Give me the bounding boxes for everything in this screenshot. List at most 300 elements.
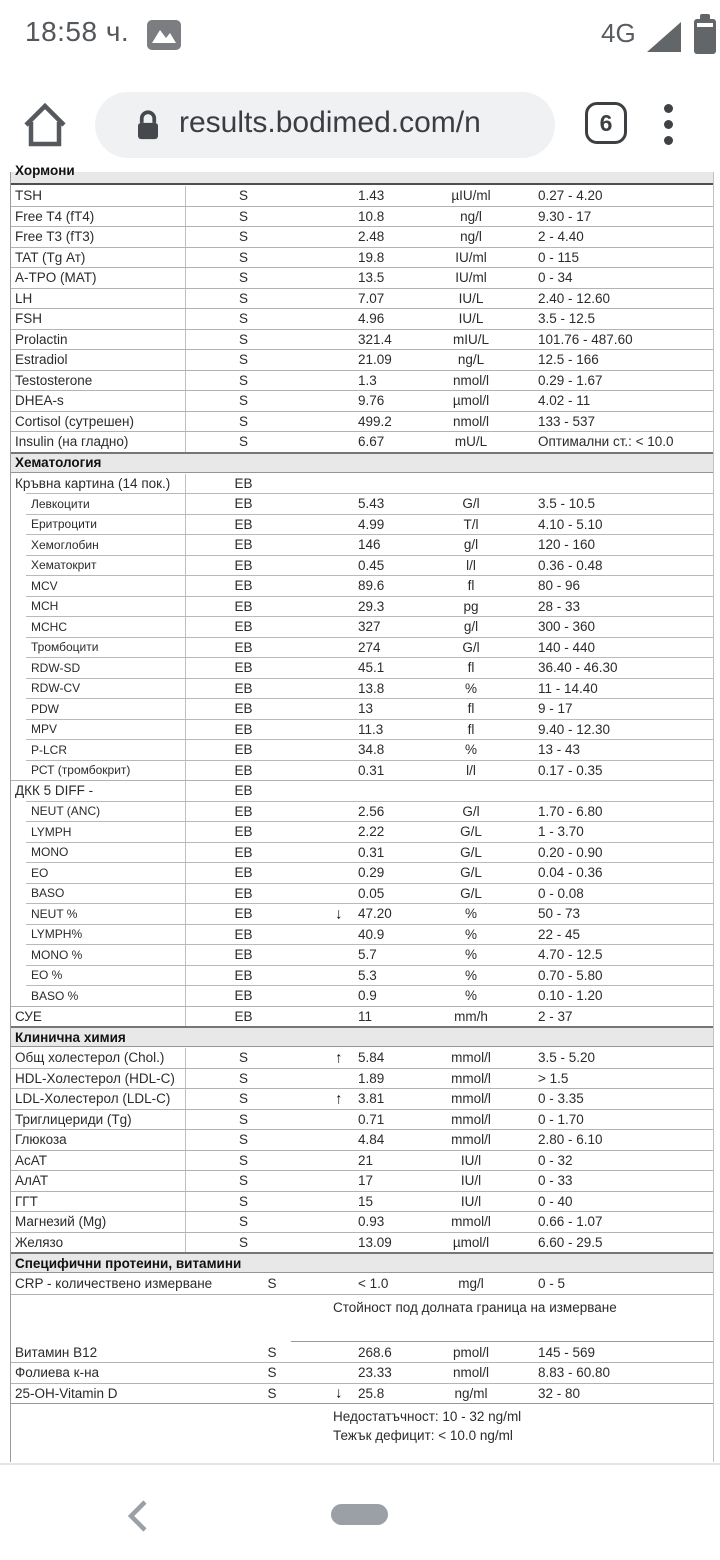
cell-ref: 4.10 - 5.10: [538, 516, 603, 532]
cell-code: S: [238, 311, 248, 327]
cell-value: 0.05: [358, 885, 385, 901]
cell-value: [301, 474, 426, 494]
table-row: [11, 267, 713, 288]
cell-ref: 3.5 - 5.20: [538, 1050, 596, 1066]
cell-unit: G/l: [462, 803, 480, 819]
cell-unit: ng/l: [460, 208, 482, 224]
cell-value: 499.2: [358, 413, 392, 429]
cell-unit: ng/ml: [454, 1385, 488, 1401]
cell-unit: G/L: [460, 885, 482, 901]
cell-code: S: [238, 290, 248, 306]
cell-ref: 32 - 80: [538, 1385, 581, 1401]
table-row: [11, 678, 713, 699]
cell-code: ЕВ: [234, 742, 253, 758]
table-row: [11, 719, 713, 740]
cell-unit: G/l: [462, 639, 480, 655]
cell-unit: %: [464, 967, 477, 983]
cell-value: 327: [358, 619, 381, 635]
cell-name: MONO: [11, 843, 186, 863]
table-row: [11, 1383, 713, 1404]
cell-name: MPV: [11, 720, 186, 740]
note-text: Недостатъчност: 10 - 32 ng/ml: [333, 1409, 522, 1424]
cell-value: 10.8: [358, 208, 385, 224]
home-pill[interactable]: [331, 1504, 388, 1525]
cell-value: 1.43: [358, 188, 385, 204]
table-row: [11, 842, 713, 863]
cell-code: S: [267, 1276, 277, 1292]
note-row: [11, 1294, 713, 1342]
cell-unit: IU/l: [460, 1173, 482, 1189]
cell-ref: 140 - 440: [538, 639, 596, 655]
cell-code: ЕВ: [234, 475, 253, 491]
home-button[interactable]: [20, 98, 70, 150]
table-row: [11, 1150, 713, 1171]
cell-unit: G/L: [460, 824, 482, 840]
cell-code: ЕВ: [234, 1008, 253, 1024]
cell-name: NEUT (ANC): [11, 802, 186, 822]
cell-ref: 0 - 32: [538, 1152, 573, 1168]
cell-ref: 0.29 - 1.67: [538, 372, 603, 388]
cell-unit: %: [464, 926, 477, 942]
cell-unit: IU/L: [458, 290, 484, 306]
cell-ref: 0.17 - 0.35: [538, 762, 603, 778]
cell-unit: [426, 474, 516, 494]
cell-code: ЕВ: [234, 619, 253, 635]
note-text: Стойност под долната граница на измерване: [333, 1299, 617, 1315]
table-row: [11, 862, 713, 883]
cell-ref: [516, 474, 713, 494]
cell-ref: 300 - 360: [538, 619, 596, 635]
cell-unit: mmol/l: [451, 1214, 491, 1230]
cell-unit: %: [464, 680, 477, 696]
cell-code: S: [238, 270, 248, 286]
table-row: [11, 883, 713, 904]
page-scroll-area[interactable]: [0, 163, 720, 1463]
cell-name: LYMPH: [11, 822, 186, 842]
section-header: Хормони: [11, 172, 713, 185]
cell-value: ↑ 3.81: [335, 1090, 385, 1108]
cell-ref: 0 - 33: [538, 1173, 573, 1189]
cell-ref: 36.40 - 46.30: [538, 660, 618, 676]
cell-value: 17: [358, 1173, 374, 1189]
cell-code: ЕВ: [234, 639, 253, 655]
cell-name: ДКК 5 DIFF -: [11, 781, 186, 801]
cell-unit: mg/l: [458, 1276, 484, 1292]
browser-menu-button[interactable]: [656, 102, 680, 146]
cell-value: 23.33: [358, 1365, 392, 1381]
cell-name: Хематокрит: [11, 556, 186, 576]
cell-name: ГГТ: [11, 1192, 186, 1212]
cell-code: ЕВ: [234, 537, 253, 553]
cell-name: Prolactin: [11, 330, 186, 350]
table-row: [11, 555, 713, 576]
cell-ref: 1.70 - 6.80: [538, 803, 603, 819]
table-row: [11, 288, 713, 309]
cell-code: S: [238, 1214, 248, 1230]
cell-unit: mm/h: [454, 1008, 488, 1024]
cell-value: [301, 781, 426, 801]
cell-value: 2.22: [358, 824, 385, 840]
cell-code: S: [238, 1193, 248, 1209]
cell-unit: ng/l: [460, 229, 482, 245]
cell-code: ЕВ: [234, 701, 253, 717]
cell-ref: 9.30 - 17: [538, 208, 592, 224]
cell-unit: mU/L: [454, 434, 488, 450]
cell-code: S: [238, 352, 248, 368]
cell-code: ЕВ: [234, 660, 253, 676]
note-text: Тежък дефицит: < 10.0 ng/ml: [333, 1428, 513, 1443]
down-arrow-icon: ↓: [335, 905, 343, 923]
cell-value: 2.56: [358, 803, 385, 819]
cell-value: 2.48: [358, 229, 385, 245]
table-row: [11, 1047, 713, 1068]
cell-ref: 0.10 - 1.20: [538, 988, 603, 1004]
cell-code: ЕВ: [234, 598, 253, 614]
cell-ref: 2 - 4.40: [538, 229, 584, 245]
cell-ref: 0 - 34: [538, 270, 573, 286]
table-row: [11, 821, 713, 842]
table-row: [11, 657, 713, 678]
cell-value: 1.89: [358, 1070, 385, 1086]
cell-ref: 120 - 160: [538, 537, 596, 553]
cell-ref: 13 - 43: [538, 742, 581, 758]
section-header: Специфични протеини, витамини: [11, 1252, 713, 1273]
cell-code: S: [238, 1173, 248, 1189]
cell-ref: 4.02 - 11: [538, 393, 591, 409]
cell-code: S: [238, 1152, 248, 1168]
cell-value: 21: [358, 1152, 374, 1168]
cell-unit: pmol/l: [452, 1344, 489, 1360]
cell-value: 1.3: [358, 372, 377, 388]
table-row: [11, 1342, 713, 1363]
cell-ref: 0.20 - 0.90: [538, 844, 603, 860]
cell-ref: 3.5 - 12.5: [538, 311, 596, 327]
cell-unit: IU/ml: [455, 270, 487, 286]
cell-code: S: [238, 1234, 248, 1250]
battery-icon: [694, 14, 716, 54]
cell-code: ЕВ: [234, 578, 253, 594]
cell-name: A-TPO (MAT): [11, 268, 186, 288]
cell-name: Тромбоцити: [11, 638, 186, 658]
cell-ref: 0.04 - 0.36: [538, 865, 603, 881]
table-row: [11, 575, 713, 596]
table-row: [11, 965, 713, 986]
cell-value: 11.3: [358, 721, 384, 737]
cell-value: 5.43: [358, 496, 385, 512]
cell-ref: 11 - 14.40: [538, 680, 598, 696]
cell-name: Общ холестерол (Chol.): [11, 1048, 186, 1068]
cell-unit: fl: [467, 660, 475, 676]
cell-code: S: [238, 1132, 248, 1148]
cell-code: S: [238, 1050, 248, 1066]
cell-name: АсАТ: [11, 1151, 186, 1171]
cell-value: 146: [358, 537, 381, 553]
cell-ref: 0 - 1.70: [538, 1111, 584, 1127]
cell-code: ЕВ: [234, 844, 253, 860]
note-row: [11, 1403, 713, 1462]
table-row: [11, 903, 713, 924]
table-row: [11, 596, 713, 617]
table-row: [11, 780, 713, 801]
cell-code: S: [238, 188, 248, 204]
cell-value: 4.99: [358, 516, 385, 532]
clock: 18:58 ч.: [25, 16, 130, 47]
table-row: [11, 1170, 713, 1191]
cell-code: S: [238, 1091, 248, 1107]
cell-ref: 0 - 5: [538, 1276, 566, 1292]
table-row: [11, 329, 713, 350]
down-arrow-icon: ↓: [335, 1384, 343, 1402]
cell-unit: mmol/l: [451, 1070, 491, 1086]
table-row: [11, 1129, 713, 1150]
navigation-bar: [0, 1463, 720, 1560]
cell-value: ↓ 47.20: [335, 905, 392, 923]
cell-value: 0.31: [358, 762, 385, 778]
cell-name: Хемоглобин: [11, 535, 186, 555]
cell-name: Кръвна картина (14 пок.): [11, 474, 186, 494]
cell-code: S: [238, 229, 248, 245]
table-row: [11, 493, 713, 514]
table-row: [11, 801, 713, 822]
cell-value: 268.6: [358, 1344, 392, 1360]
cell-ref: 0.66 - 1.07: [538, 1214, 603, 1230]
cell-ref: 9 - 17: [538, 701, 573, 717]
cell-name: CRP - количествено измерване: [15, 1276, 213, 1292]
cell-unit: l/l: [466, 557, 476, 573]
cell-unit: %: [464, 947, 477, 963]
cell-unit: mmol/l: [451, 1111, 491, 1127]
cell-name: NEUT %: [11, 904, 186, 924]
cell-unit: µIU/ml: [451, 188, 491, 204]
cell-name: BASO %: [11, 986, 186, 1006]
table-row: [11, 370, 713, 391]
cell-ref: 2 - 37: [538, 1008, 573, 1024]
cell-value: 7.07: [358, 290, 385, 306]
cell-name: Левкоцити: [11, 494, 186, 514]
cell-value: 13.8: [358, 680, 385, 696]
table-row: [11, 431, 713, 452]
cell-value: 89.6: [358, 578, 385, 594]
cell-ref: [516, 781, 713, 801]
cell-code: ЕВ: [234, 516, 253, 532]
cell-ref: 22 - 45: [538, 926, 581, 942]
cell-name: LYMPH%: [11, 925, 186, 945]
cell-ref: 3.5 - 10.5: [538, 496, 596, 512]
table-row: [11, 473, 713, 494]
cell-name: PDW: [11, 699, 186, 719]
table-row: [11, 1191, 713, 1212]
cell-code: ЕВ: [234, 885, 253, 901]
cell-value: 19.8: [358, 249, 385, 265]
cell-ref: 2.40 - 12.60: [538, 290, 611, 306]
cell-unit: IU/l: [460, 1193, 482, 1209]
table-row: [11, 185, 713, 206]
cell-name: Фолиева к-на: [15, 1365, 100, 1381]
cell-ref: 0 - 115: [538, 249, 580, 265]
cell-code: ЕВ: [234, 947, 253, 963]
cell-unit: %: [464, 988, 477, 1004]
cell-name: Витамин В12: [15, 1344, 98, 1360]
cell-unit: g/l: [463, 619, 479, 635]
table-row: [11, 1362, 713, 1383]
table-row: [11, 1273, 713, 1294]
cell-value: 0.31: [358, 844, 385, 860]
cell-name: Триглицериди (Tg): [11, 1110, 186, 1130]
cell-value: 34.8: [358, 742, 385, 758]
cell-ref: 0 - 3.35: [538, 1091, 584, 1107]
table-row: [11, 924, 713, 945]
cell-unit: IU/l: [460, 1152, 482, 1168]
cell-unit: mIU/L: [452, 331, 489, 347]
back-icon[interactable]: [124, 1498, 154, 1534]
cell-name: Cortisol (сутрешен): [11, 412, 186, 432]
cell-name: Free T4 (fT4): [11, 207, 186, 227]
cell-code: ЕВ: [234, 926, 253, 942]
cell-name: TSH: [11, 186, 186, 206]
table-row: [11, 308, 713, 329]
cell-value: 13: [358, 701, 374, 717]
cell-name: СУЕ: [11, 1007, 186, 1027]
cell-code: S: [238, 413, 248, 429]
cell-ref: 8.83 - 60.80: [538, 1365, 611, 1381]
network-type-label: 4G: [601, 18, 636, 48]
table-row: [11, 985, 713, 1006]
cell-code: S: [267, 1344, 277, 1360]
cell-unit: g/l: [463, 537, 479, 553]
cell-value: 40.9: [358, 926, 385, 942]
cell-name: P-LCR: [11, 740, 186, 760]
cell-code: ЕВ: [234, 721, 253, 737]
cell-unit: [426, 781, 516, 801]
cell-unit: ng/L: [457, 352, 485, 368]
table-row: [11, 226, 713, 247]
cell-code: S: [267, 1385, 277, 1401]
cell-name: РСТ (тромбокрит): [11, 761, 186, 781]
table-row: [11, 698, 713, 719]
cell-unit: µmol/l: [452, 393, 490, 409]
url-bar[interactable]: [95, 92, 555, 158]
signal-icon: [647, 22, 681, 52]
table-row: [11, 349, 713, 370]
cell-name: MONO %: [11, 945, 186, 965]
cell-name: АлАТ: [11, 1171, 186, 1191]
cell-name: RDW-CV: [11, 679, 186, 699]
lock-icon[interactable]: [133, 109, 163, 148]
cell-value: 15: [358, 1193, 374, 1209]
cell-name: BASO: [11, 884, 186, 904]
cell-name: Testosterone: [11, 371, 186, 391]
cell-code: ЕВ: [234, 865, 253, 881]
cell-code: ЕВ: [234, 680, 253, 696]
section-header: Хематология: [11, 452, 713, 473]
cell-unit: fl: [467, 578, 475, 594]
cell-value: 5.7: [358, 947, 377, 963]
table-row: [11, 247, 713, 268]
table-row: [11, 944, 713, 965]
cell-ref: 1 - 3.70: [538, 824, 584, 840]
cell-value: 29.3: [358, 598, 385, 614]
cell-unit: T/l: [463, 516, 479, 532]
cell-ref: 12.5 - 166: [538, 352, 599, 368]
cell-value: ↓ 25.8: [335, 1384, 385, 1402]
browser-toolbar: [0, 60, 720, 170]
cell-unit: nmol/l: [452, 372, 489, 388]
cell-unit: fl: [467, 701, 475, 717]
cell-unit: %: [464, 906, 477, 922]
section-header: Клинична химия: [11, 1026, 713, 1047]
cell-value: 21.09: [358, 352, 392, 368]
cell-value: 45.1: [358, 660, 385, 676]
cell-unit: G/L: [460, 865, 482, 881]
table-row: [11, 514, 713, 535]
table-row: [11, 1211, 713, 1232]
table-row: [11, 1088, 713, 1109]
cell-value: 11: [358, 1008, 373, 1024]
cell-ref: 9.40 - 12.30: [538, 721, 611, 737]
cell-ref: 0 - 0.08: [538, 885, 584, 901]
tab-switcher-button[interactable]: [585, 102, 627, 144]
cell-value: 274: [358, 639, 381, 655]
cell-name: Insulin (на гладно): [11, 432, 186, 452]
cell-code: ЕВ: [234, 496, 253, 512]
cell-name: LDL-Холестерол (LDL-C): [11, 1089, 186, 1109]
cell-unit: mmol/l: [451, 1132, 491, 1148]
cell-name: EO %: [11, 966, 186, 986]
cell-code: S: [267, 1365, 277, 1381]
cell-value: 0.93: [358, 1214, 385, 1230]
cell-code: ЕВ: [234, 967, 253, 983]
cell-name: TAT (Tg Ат): [11, 248, 186, 268]
cell-name: EO: [11, 863, 186, 883]
cell-unit: mmol/l: [451, 1091, 491, 1107]
cell-name: Желязо: [11, 1233, 186, 1253]
cell-code: ЕВ: [234, 906, 253, 922]
cell-name: RDW-SD: [11, 658, 186, 678]
cell-unit: fl: [467, 721, 475, 737]
cell-unit: mmol/l: [451, 1050, 491, 1066]
results-table: [10, 163, 714, 1462]
cell-unit: G/L: [460, 844, 482, 860]
cell-name: Еритроцити: [11, 515, 186, 535]
cell-unit: G/l: [462, 496, 480, 512]
cell-unit: %: [464, 742, 477, 758]
table-row: [11, 390, 713, 411]
cell-ref: Оптимални ст.: < 10.0: [538, 434, 674, 450]
cell-ref: 2.80 - 6.10: [538, 1132, 603, 1148]
cell-ref: 0.70 - 5.80: [538, 967, 603, 983]
cell-ref: 4.70 - 12.5: [538, 947, 603, 963]
table-row: [11, 1109, 713, 1130]
cell-value: 13.09: [358, 1234, 392, 1250]
cell-ref: 101.76 - 487.60: [538, 331, 633, 347]
tab-count: 6: [599, 109, 613, 136]
table-row: [11, 739, 713, 760]
cell-ref: 0.36 - 0.48: [538, 557, 603, 573]
cell-code: S: [238, 434, 248, 450]
cell-ref: 0 - 40: [538, 1193, 573, 1209]
table-row: [11, 760, 713, 781]
table-row: [11, 637, 713, 658]
cell-unit: IU/L: [458, 311, 484, 327]
cell-unit: nmol/l: [452, 1365, 489, 1381]
cell-code: S: [238, 331, 248, 347]
cell-value: 0.29: [358, 865, 385, 881]
cell-ref: 80 - 96: [538, 578, 581, 594]
table-row: [11, 616, 713, 637]
cell-name: HDL-Холестерол (HDL-C): [11, 1069, 186, 1089]
cell-code: S: [238, 1070, 248, 1086]
cell-name: 25-OH-Vitamin D: [15, 1385, 118, 1401]
